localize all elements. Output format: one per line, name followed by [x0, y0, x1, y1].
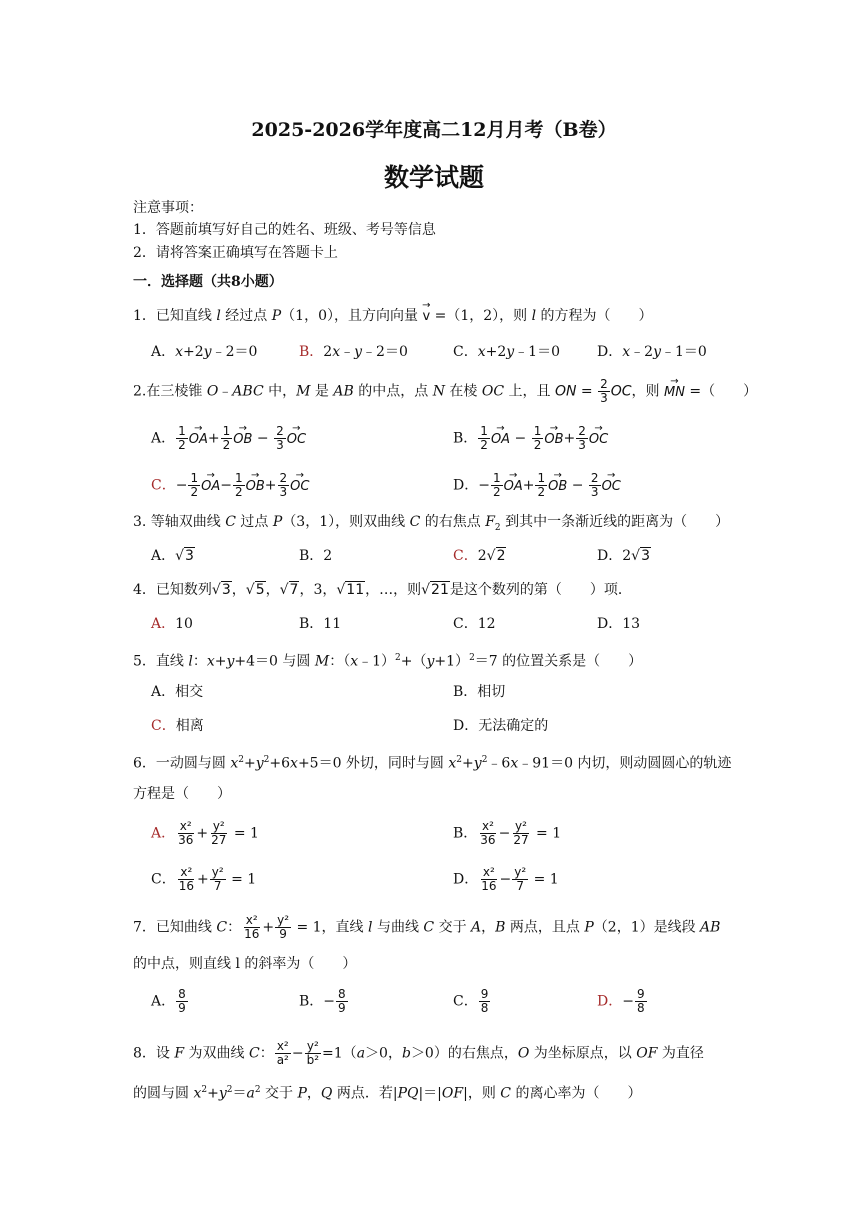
question-3: 3. 等轴双曲线 C 过点 P（3，1），则双曲线 C 的右焦点 $F_2$ 到其中一条渐近线的距离为（ ） — [133, 514, 730, 533]
q6-option-a[interactable]: A． $\frac{\text{x²}}{36}$ + $\frac{\text{y²}}{27}$ = 1 — [151, 819, 259, 847]
exam-subject: 数学试题 — [383, 163, 484, 192]
question-8-cont: 的圆与圆 $x^2+y^2=a^2$ 交于 P，Q 两点．若|PQ|＝|OF|，则 C 的离心率为（ ） — [133, 1085, 642, 1102]
q4-option-b[interactable]: B．11 — [299, 616, 342, 632]
q1-option-b[interactable]: B．2x﹣y﹣2＝0 — [299, 344, 408, 360]
q3-option-d[interactable]: D．2√3 — [597, 548, 650, 564]
q4-option-d[interactable]: D．13 — [597, 616, 641, 632]
q1-option-c[interactable]: C．x+2y﹣1＝0 — [453, 344, 561, 360]
question-7-cont: 的中点，则直线 l 的斜率为（ ） — [133, 956, 357, 972]
q3-option-a[interactable]: A．√3 — [151, 548, 194, 564]
q1-option-d[interactable]: D．x﹣2y﹣1＝0 — [597, 344, 707, 360]
q6-option-b[interactable]: B． $\frac{\text{x²}}{36}$ − $\frac{\text{y²}}{27}$ = 1 — [453, 819, 562, 847]
q3-option-c[interactable]: C．2√2 — [453, 548, 506, 564]
notice-item: 2．请将答案正确填写在答题卡上 — [133, 245, 338, 261]
q7-option-a[interactable]: A． $\frac{8}{9}$ — [151, 987, 186, 1015]
q6-option-c[interactable]: C． $\frac{\text{x²}}{16}$ + $\frac{\text{y²}}{7}$ = 1 — [151, 865, 257, 893]
q5-option-d[interactable]: D．无法确定的 — [453, 718, 549, 734]
q7-option-b[interactable]: B．− $\frac{8}{9}$ — [299, 987, 346, 1015]
question-7: 7．已知曲线 C： $\frac{\text{x²}}{16}$ + $\frac{\text{y²}}{9}$ = 1，直线 l 与曲线 C 交于 A，B 两点，且点 P（2，1）是线段 AB — [133, 913, 721, 941]
q4-option-a[interactable]: A．10 — [151, 616, 193, 632]
q3-option-b[interactable]: B．2 — [299, 548, 333, 564]
question-6-cont: 方程是（ ） — [133, 786, 231, 802]
q5-option-a[interactable]: A．相交 — [151, 684, 204, 700]
q2-option-a[interactable]: A． $\frac{1}{2}$ → OA+ $\frac{1}{2}$ → OB − $\frac{2}{3}$ → OC — [151, 425, 306, 452]
q7-option-c[interactable]: C． $\frac{9}{8}$ — [453, 987, 489, 1015]
q1-option-a[interactable]: A．x+2y﹣2＝0 — [151, 344, 258, 360]
notice-heading: 注意事项： — [133, 200, 203, 216]
q2-option-b[interactable]: B． $\frac{1}{2}$ → OA − $\frac{1}{2}$ → OB+ $\frac{2}{3}$ → OC — [453, 425, 608, 452]
question-6: 6．一动圆与圆 $x^2+y^2+6x+5=0$ 外切，同时与圆 $x^2+y^2﹣6x﹣91=0$ 内切，则动圆圆心的轨迹 — [133, 755, 732, 772]
question-1: 1．已知直线 l 经过点 P（1，0），且方向向量 → v =（1，2），则 l 的方程为（ ） — [133, 306, 653, 327]
q7-option-d[interactable]: D．− $\frac{9}{8}$ — [597, 987, 645, 1015]
question-5: 5．直线 l：x+y+4＝0 与圆 M：$(x﹣1)^2+(y+1)^2=7$ 的位置关系是（ ） — [133, 653, 643, 670]
q4-option-c[interactable]: C．12 — [453, 616, 496, 632]
notice-item: 1．答题前填写好自己的姓名、班级、考号等信息 — [133, 222, 436, 238]
section-heading: 一．选择题（共8小题） — [133, 274, 283, 290]
exam-title: 2025-2026学年度高二12月月考（B卷） — [251, 119, 617, 141]
q5-option-c[interactable]: C．相离 — [151, 718, 204, 734]
question-2: 2.在三棱锥 O﹣ABC 中，M 是 AB 的中点，点 N 在棱 OC 上，且 ON = $\frac{2}{3}$ OC，则 → MN =（ ） — [133, 378, 757, 405]
question-8: 8．设 F 为双曲线 C： $\frac{\text{x²}}{\text{a²}}$ − $\frac{\text{y²}}{\text{b²}}$ =1（a＞0，b＞0）的右焦点，O 为坐标原点，以 OF 为直径 — [133, 1039, 704, 1067]
q2-option-c[interactable]: C．− $\frac{1}{2}$ → OA− $\frac{1}{2}$ → OB+ $\frac{2}{3}$ → OC — [151, 472, 309, 499]
q6-option-d[interactable]: D． $\frac{\text{x²}}{16}$ − $\frac{\text{y²}}{7}$ = 1 — [453, 865, 559, 893]
q2-option-d[interactable]: D．− $\frac{1}{2}$ → OA+ $\frac{1}{2}$ → OB − $\frac{2}{3}$ → OC — [453, 472, 621, 499]
q5-option-b[interactable]: B．相切 — [453, 684, 506, 700]
question-4: 4．已知数列√3，√5，√7，3，√11，…，则√21是这个数列的第（ ）项． — [133, 582, 632, 598]
